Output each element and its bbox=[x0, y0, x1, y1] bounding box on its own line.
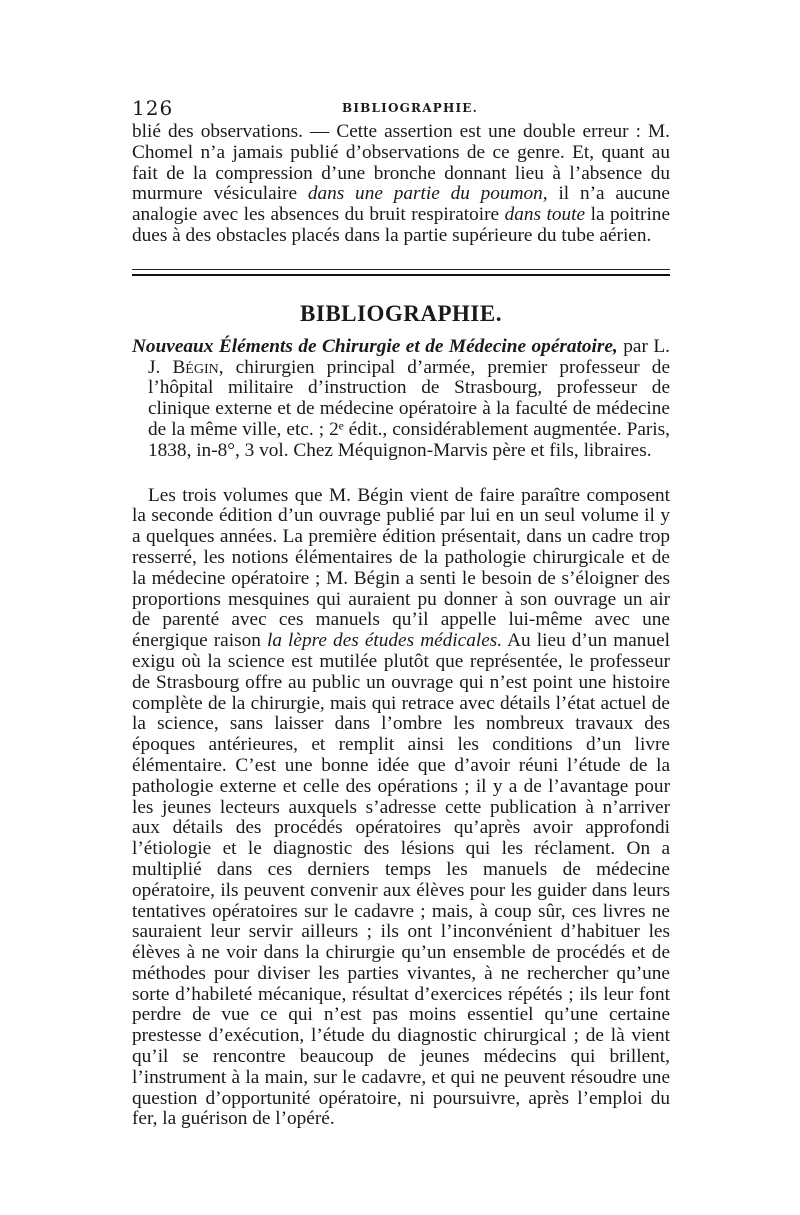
opening-text-1: blié des observations. — Cette assertion est une double erreur : M. Chomel n’a jamais publié d’observations de ce genre. Et, quant au fait de la compression d’une bronche donnant lieu à l’absence du murmure vésiculaire bbox=[132, 121, 670, 205]
book-page bbox=[132, 92, 670, 1130]
running-title: BIBLIOGRAPHIE. bbox=[342, 101, 479, 115]
book-by: par L. J. bbox=[148, 335, 671, 378]
opening-text-3: la poitrine dues à des obstacles placés dans la partie supérieure du tube aérien. bbox=[132, 204, 671, 246]
opening-text-2: il n’a aucune analogie avec les absences du bruit respiratoire bbox=[132, 183, 670, 226]
book-title: Nouveaux Éléments de Chirurgie et de Médecine opératoire, bbox=[132, 335, 618, 357]
review-italic-1: la lèpre des études médicales. bbox=[266, 630, 503, 652]
opening-italic-1: dans une partie du poumon, bbox=[307, 183, 548, 205]
review-text-1: Les trois volumes que M. Bégin vient de faire paraître composent la seconde édition d’un ouvrage publié par lui en un seul volume il y a quelques années. La première édition présentait, dans un cadre trop resserré, les notions élémentaires de la pathologie chirurgicale et de la médecine opératoire ; M. Bégin a senti le besoin de s’éloigner des proportions mesquines qui auraient pu donner à son ouvrage un air de parenté avec ces manuels qu’il appelle lui-même avec une énergique raison bbox=[132, 484, 670, 652]
book-author: Bégin bbox=[172, 356, 219, 378]
running-head bbox=[132, 92, 670, 122]
book-reference bbox=[132, 337, 670, 462]
divider-thick-line bbox=[132, 274, 670, 276]
review-paragraph bbox=[132, 486, 670, 1131]
section-title: BIBLIOGRAPHIE. bbox=[300, 300, 502, 326]
opening-paragraph bbox=[132, 122, 670, 247]
divider-thin-line bbox=[132, 269, 670, 270]
review-text-2: Au lieu d’un manuel exigu où la science est mutilée plutôt que représentée, le professeur de Strasbourg offre au public un ouvrage qui n’est point une histoire complète de la chirurgie, mais qui retrace avec détails l’état actuel de la science, sans laisser dans l’ombre les nombreux travaux des époques antérieures, et remplit ainsi les conditions d’un livre élémentaire. C’est une bonne idée que d’avoir réuni l’étude de la pathologie externe et celle des opérations ; il y a de l’avantage pour les jeunes lecteurs auxquels s’adresse cette publication à n’arriver aux détails des procédés opératoires qu’après avoir approfondi l’étiologie et le diagnostic des lésions qui les réclament. On a multiplié dans ces derniers temps les manuels de médecine opératoire, ils peuvent convenir aux élèves pour les guider dans leurs tentatives opératoires sur le cadavre ; mais, à coup sûr, ces livres ne sauraient leur servir ailleurs ; ils ont l’inconvénient d’habituer les élèves à ne voir dans la chirurgie qu’un ensemble de procédés et de méthodes pour diviser les parties vivantes, à ne rechercher qu’une sorte d’habileté mécanique, résultat d’exercices répétés ; ils leur font perdre de vue ce qui n’est pas moins essentiel qu’une certaine prestesse d’exécution, l’étude du diagnostic chirurgical ; de là vient qu’il se rencontre beaucoup de jeunes médecins qui brillent, l’instrument à la main, sur le cadavre, et qui ne peuvent résoudre une question d’opportunité opératoire, ni poursuivre, après l’emploi du fer, la guérison de l’opéré. bbox=[132, 630, 670, 1130]
book-details: , chirurgien principal d’armée, premier professeur de l’hôpital militaire d’instruction de Strasbourg, professeur de clinique externe et de médecine opératoire à la faculté de médecine de la même ville, etc. ; 2ᵉ édit., considérablement augmentée. Paris, 1838, in-8°, 3 vol. Chez Méquignon-Marvis père et fils, libraires. bbox=[148, 356, 670, 461]
section-divider bbox=[132, 269, 670, 279]
page-number: 126 bbox=[132, 96, 174, 120]
opening-italic-2: dans toute bbox=[504, 204, 586, 226]
